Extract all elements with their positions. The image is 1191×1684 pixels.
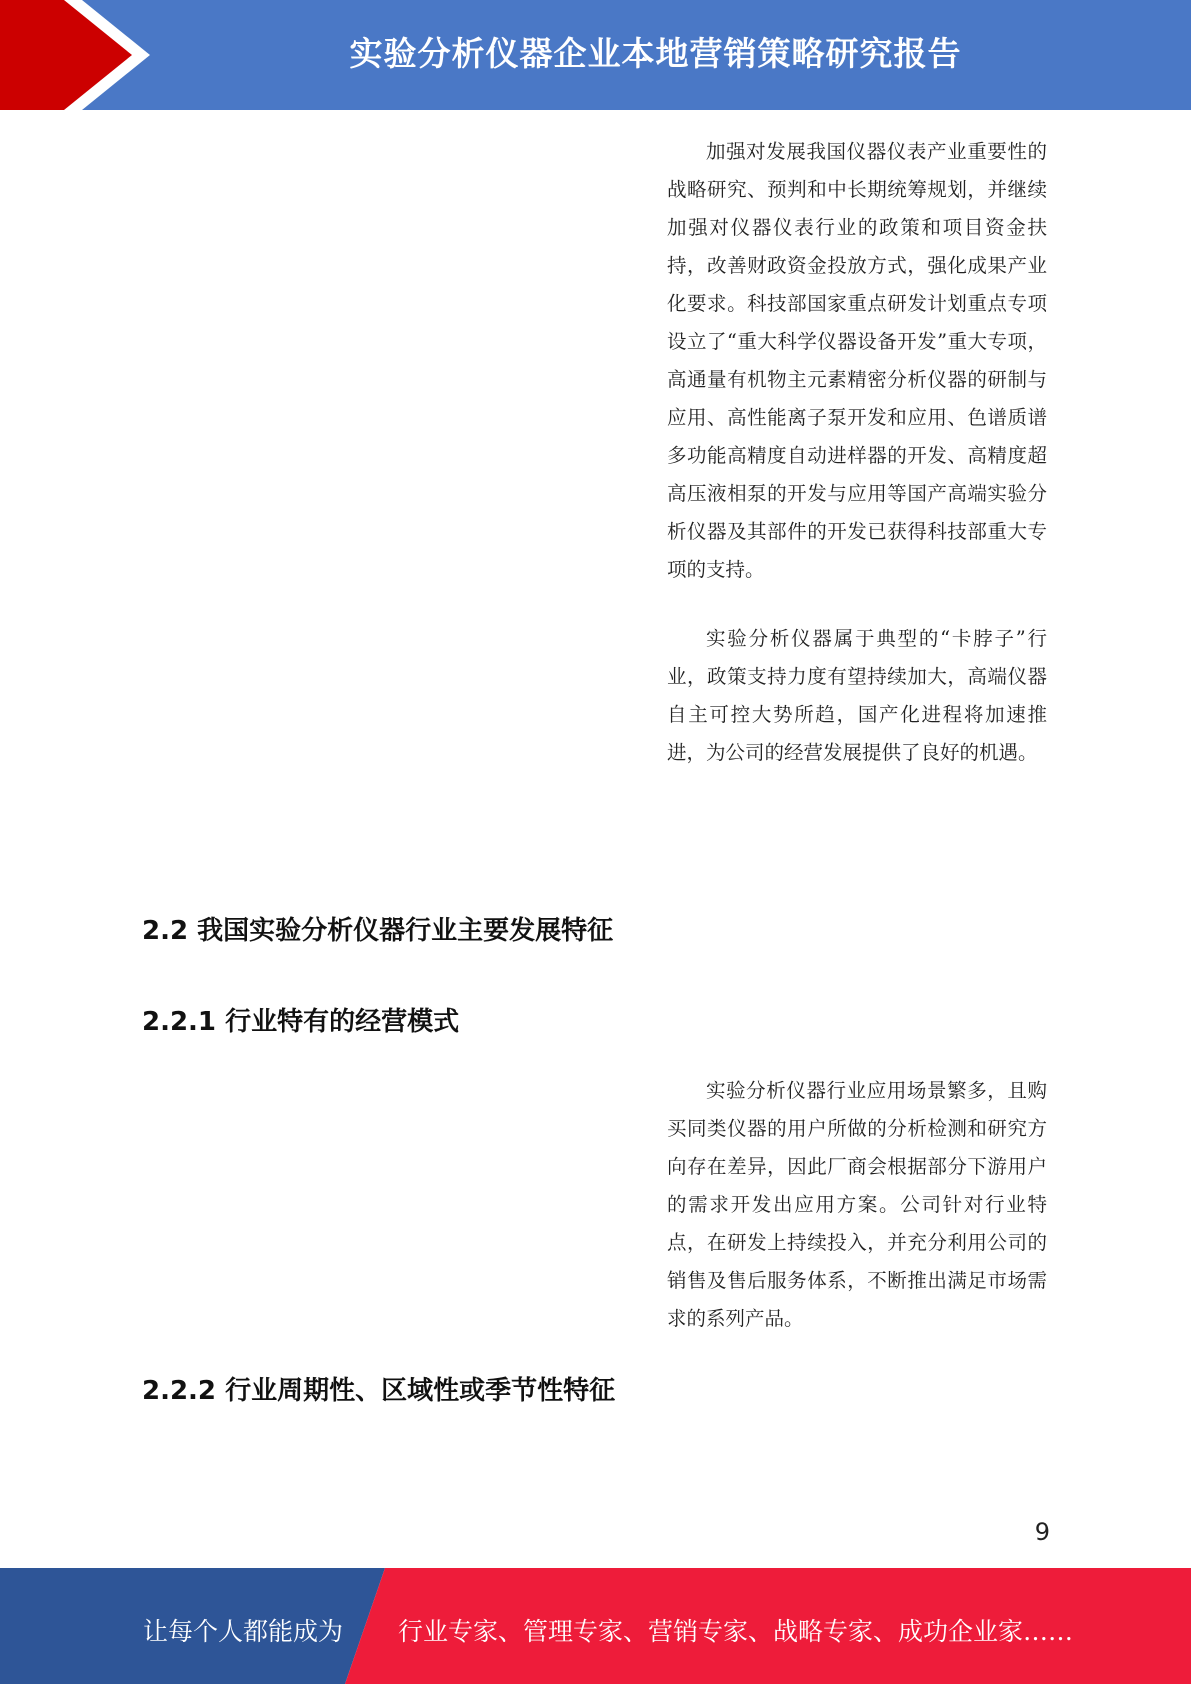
body-paragraph-business-model: 实验分析仪器行业应用场景繁多，且购买同类仪器的用户所做的分析检测和研究方向存在差异，因此厂商会根据部分下游用户的需求开发出应用方案。公司针对行业特点，在研发上持续投入，并充分利用公司的销售及售后服务体系，不断推出满足市场需求的系列产品。 — [667, 1079, 1047, 1330]
body-paragraph-bottleneck-industry: 实验分析仪器属于典型的“卡脖子”行业，政策支持力度有望持续加大，高端仪器自主可控大势所趋，国产化进程将加速推进，为公司的经营发展提供了良好的机遇。 — [667, 627, 1047, 764]
footer-slogan-left: 让每个人都能成为 — [143, 1617, 344, 1646]
body-paragraph-policy-support: 加强对发展我国仪器仪表产业重要性的战略研究、预判和中长期统筹规划，并继续加强对仪器仪表行业的政策和项目资金扶持，改善财政资金投放方式，强化成果产业化要求。科技部国家重点研发计划重点专项设立了“重大科学仪器设备开发”重大专项，高通量有机物主元素精密分析仪器的研制与应用、高性能离子泵开发和应用、色谱质谱多功能高精度自动进样器的开发、高精度超高压液相泵的开发与应用等国产高端实验分析仪器及其部件的开发已获得科技部重大专项的支持。 — [667, 140, 1047, 581]
page-footer — [0, 1568, 1191, 1684]
section-heading-2-2-1: 2.2.1 行业特有的经营模式 — [142, 1007, 460, 1037]
section-heading-2-2: 2.2 我国实验分析仪器行业主要发展特征 — [142, 916, 614, 946]
page-number: 9 — [1034, 1518, 1050, 1546]
chevron-red-shape — [0, 0, 132, 110]
footer-slogan-right: 行业专家、管理专家、营销专家、战略专家、成功企业家…… — [398, 1617, 1074, 1646]
section-heading-2-2-2: 2.2.2 行业周期性、区域性或季节性特征 — [142, 1376, 616, 1406]
page-header — [0, 0, 1191, 110]
document-title: 实验分析仪器企业本地营销策略研究报告 — [349, 34, 962, 73]
